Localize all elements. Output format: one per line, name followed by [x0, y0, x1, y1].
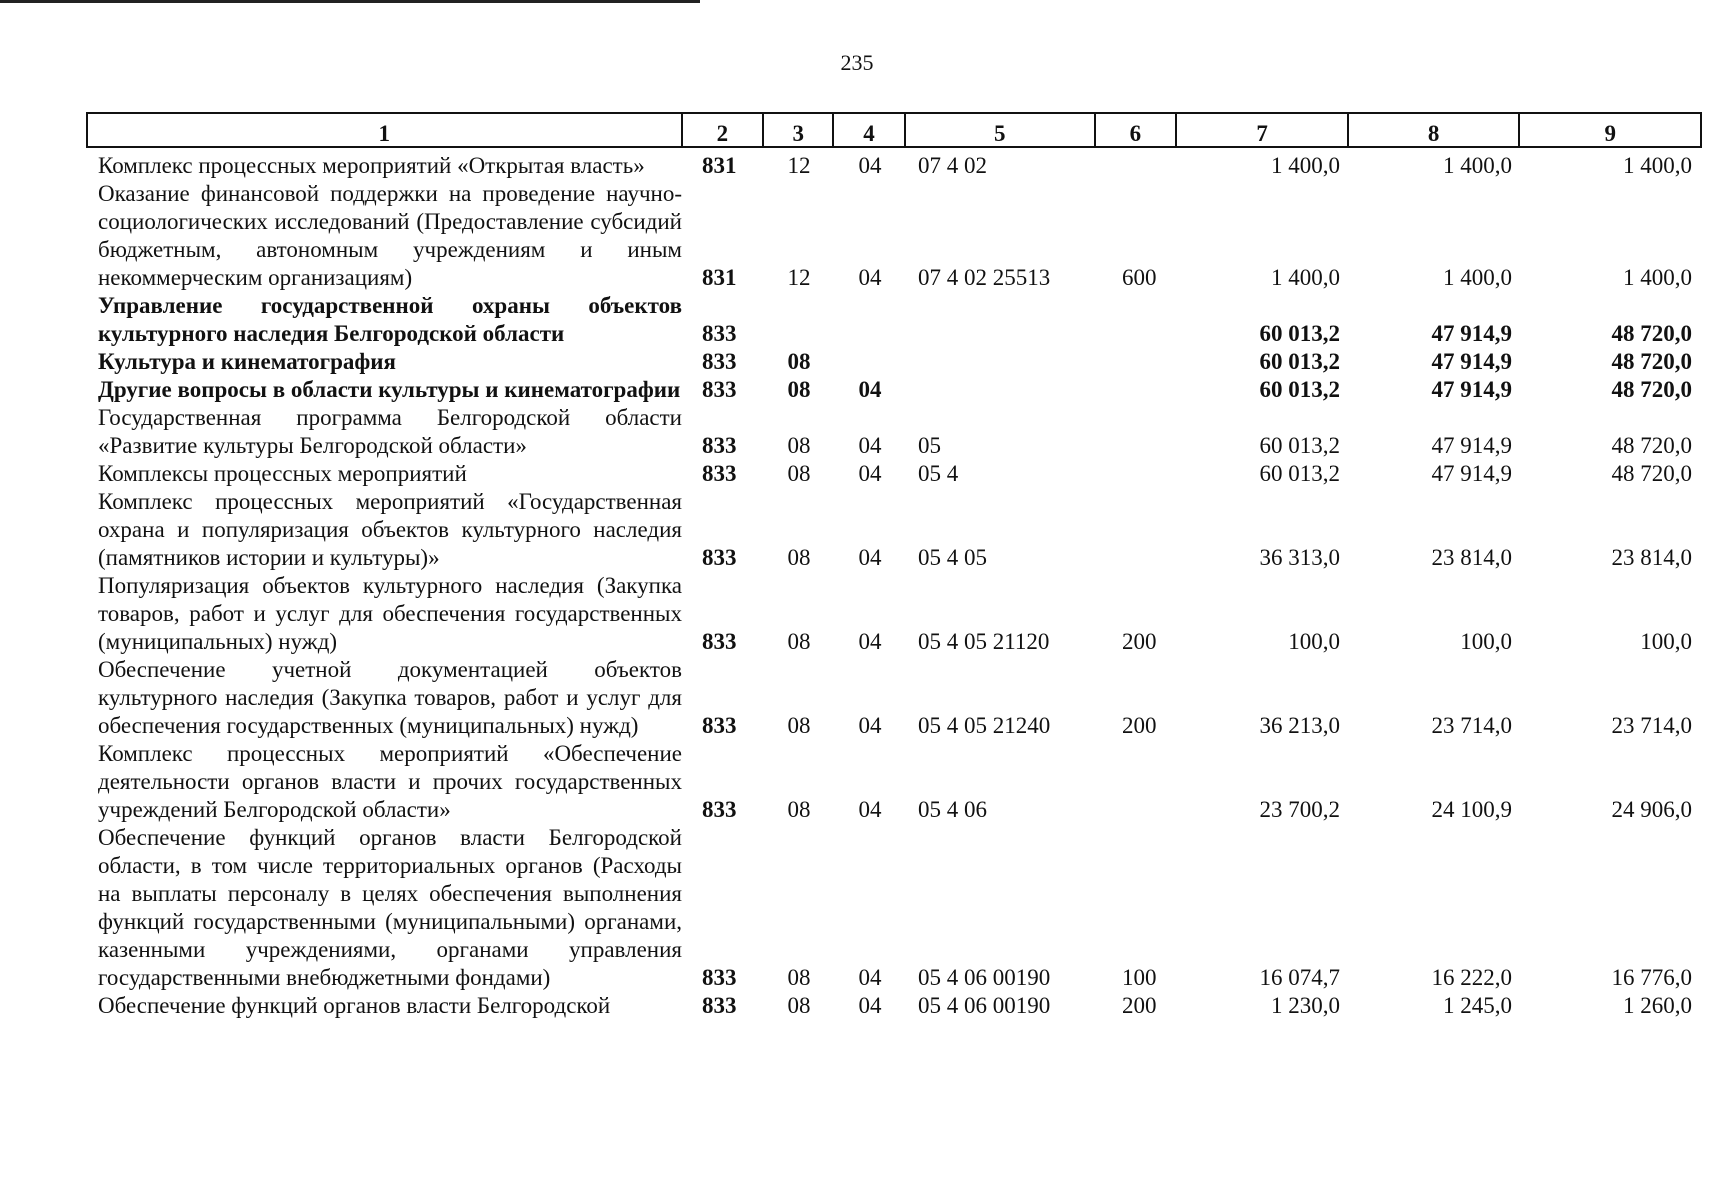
header-col-6: 6 — [1096, 114, 1178, 146]
row-value-7: 16 074,7 — [1259, 965, 1340, 990]
row-name: Обеспечение функций органов власти Белгородской области, в том числе территориальных органов (Расходы на выплаты персоналу в целях обеспечения выполнения функций государственными (муниципальными) органами, казенными учреждениями, органами управления государственными внебюджетными фондами) — [98, 825, 682, 990]
row-code-4 — [834, 348, 906, 376]
row-value-8: 100,0 — [1460, 629, 1512, 654]
row-code-5: 05 4 — [918, 461, 959, 486]
row-name: Оказание финансовой поддержки на проведение научно-социологических исследований (Предоставление субсидий бюджетным, автономным учреждениям и иным некоммерческим организациям) — [98, 181, 682, 290]
row-code-6: 200 — [1122, 713, 1157, 738]
header-col-5: 5 — [906, 114, 1096, 146]
table-row — [86, 992, 1702, 1020]
row-name: Культура и кинематография — [98, 349, 396, 374]
row-name: Обеспечение учетной документацией объектов культурного наследия (Закупка товаров, работ и услуг для обеспечения государственных (муниципальных) нужд) — [98, 657, 682, 738]
row-code-2: 831 — [702, 265, 737, 290]
row-code-6: 200 — [1122, 629, 1157, 654]
row-code-3: 08 — [787, 993, 811, 1018]
row-code-6: 200 — [1122, 993, 1157, 1018]
header-col-3: 3 — [764, 114, 834, 146]
row-value-7: 60 013,2 — [1259, 349, 1340, 374]
row-code-4 — [834, 292, 906, 348]
top-rule — [0, 0, 700, 3]
table-row — [86, 180, 1702, 292]
row-name: Комплекс процессных мероприятий «Открытая власть» — [98, 153, 645, 178]
table-row — [86, 488, 1702, 572]
row-value-9: 48 720,0 — [1611, 349, 1692, 374]
page-number: 235 — [840, 50, 874, 75]
row-value-8: 1 400,0 — [1443, 265, 1512, 290]
row-value-8: 47 914,9 — [1431, 377, 1512, 402]
row-value-8: 16 222,0 — [1431, 965, 1512, 990]
row-value-9: 1 400,0 — [1623, 265, 1692, 290]
row-code-5: 05 4 05 21120 — [918, 629, 1050, 654]
row-code-3: 12 — [787, 153, 811, 178]
row-code-4: 04 — [858, 797, 882, 822]
row-value-8: 23 814,0 — [1431, 545, 1512, 570]
row-value-7: 1 230,0 — [1271, 993, 1340, 1018]
row-code-6: 100 — [1122, 965, 1157, 990]
row-value-9: 48 720,0 — [1611, 433, 1692, 458]
row-code-6 — [1096, 152, 1178, 180]
row-code-6 — [1096, 348, 1178, 376]
row-code-3: 08 — [787, 629, 811, 654]
row-value-8: 1 400,0 — [1443, 153, 1512, 178]
row-value-9: 48 720,0 — [1611, 461, 1692, 486]
row-value-7: 60 013,2 — [1259, 321, 1340, 346]
header-col-4: 4 — [834, 114, 906, 146]
header-col-9: 9 — [1604, 121, 1616, 146]
row-value-7: 1 400,0 — [1271, 153, 1340, 178]
row-code-4: 04 — [858, 993, 882, 1018]
row-name: Обеспечение функций органов власти Белгородской — [98, 993, 611, 1018]
row-code-3: 08 — [787, 433, 811, 458]
row-value-7: 100,0 — [1288, 629, 1340, 654]
row-name: Комплекс процессных мероприятий «Обеспечение деятельности органов власти и прочих государственных учреждений Белгородской области» — [98, 741, 682, 822]
row-code-2: 833 — [702, 349, 737, 374]
row-value-9: 23 714,0 — [1611, 713, 1692, 738]
row-code-6 — [1096, 404, 1178, 460]
table-row — [86, 348, 1702, 376]
row-code-6 — [1096, 376, 1178, 404]
budget-table — [86, 152, 1702, 1020]
header-col-1: 1 — [88, 114, 683, 146]
row-code-6 — [1096, 292, 1178, 348]
row-code-4: 04 — [858, 545, 882, 570]
row-code-3: 08 — [787, 545, 811, 570]
row-name: Комплексы процессных мероприятий — [98, 461, 467, 486]
table-header — [86, 112, 1702, 148]
row-code-4: 04 — [858, 377, 882, 402]
row-code-3: 08 — [787, 461, 811, 486]
row-code-5 — [906, 292, 1096, 348]
row-name: Другие вопросы в области культуры и кинематографии — [98, 377, 681, 402]
row-code-5 — [906, 376, 1096, 404]
row-code-3: 08 — [787, 797, 811, 822]
table-row — [86, 824, 1702, 992]
row-code-5: 05 4 05 21240 — [918, 713, 1051, 738]
row-code-6 — [1096, 460, 1178, 488]
row-value-8: 47 914,9 — [1431, 433, 1512, 458]
row-name: Комплекс процессных мероприятий «Государственная охрана и популяризация объектов культурного наследия (памятников истории и культуры)» — [98, 489, 682, 570]
row-code-2: 833 — [702, 321, 737, 346]
row-code-2: 833 — [702, 433, 737, 458]
row-value-9: 1 400,0 — [1623, 153, 1692, 178]
table-row — [86, 376, 1702, 404]
row-code-2: 833 — [702, 629, 737, 654]
row-value-8: 1 245,0 — [1443, 993, 1512, 1018]
row-code-2: 833 — [702, 993, 737, 1018]
row-code-2: 833 — [702, 461, 737, 486]
row-value-8: 47 914,9 — [1431, 349, 1512, 374]
row-code-4: 04 — [858, 713, 882, 738]
header-col-2: 2 — [683, 114, 765, 146]
row-code-3: 12 — [787, 265, 811, 290]
row-value-9: 23 814,0 — [1611, 545, 1692, 570]
row-code-4: 04 — [858, 433, 882, 458]
row-value-7: 23 700,2 — [1259, 797, 1340, 822]
row-code-4: 04 — [858, 153, 882, 178]
row-code-6 — [1096, 740, 1178, 824]
row-value-7: 60 013,2 — [1259, 433, 1340, 458]
row-code-6: 600 — [1122, 265, 1157, 290]
row-name: Управление государственной охраны объектов культурного наследия Белгородской области — [98, 293, 682, 346]
row-code-3: 08 — [787, 377, 811, 402]
row-name: Государственная программа Белгородской области «Развитие культуры Белгородской области» — [98, 405, 682, 458]
row-code-4: 04 — [858, 629, 882, 654]
row-code-5: 07 4 02 25513 — [918, 265, 1051, 290]
row-code-3 — [764, 292, 834, 348]
row-code-3: 08 — [787, 965, 811, 990]
row-value-7: 36 213,0 — [1259, 713, 1340, 738]
row-code-2: 833 — [702, 377, 737, 402]
row-value-9: 48 720,0 — [1611, 377, 1692, 402]
table-row — [86, 572, 1702, 656]
row-value-8: 47 914,9 — [1431, 461, 1512, 486]
row-code-5: 07 4 02 — [918, 153, 987, 178]
row-value-8: 24 100,9 — [1431, 797, 1512, 822]
row-code-3: 08 — [787, 349, 811, 374]
row-value-8: 47 914,9 — [1431, 321, 1512, 346]
row-value-7: 60 013,2 — [1259, 461, 1340, 486]
row-name: Популяризация объектов культурного наследия (Закупка товаров, работ и услуг для обеспечения государственных (муниципальных) нужд) — [98, 573, 682, 654]
table-row — [86, 460, 1702, 488]
table-row — [86, 404, 1702, 460]
row-value-7: 1 400,0 — [1271, 265, 1340, 290]
row-code-4: 04 — [858, 265, 882, 290]
row-code-4: 04 — [858, 461, 882, 486]
header-col-7: 7 — [1177, 114, 1349, 146]
row-code-3: 08 — [787, 713, 811, 738]
row-code-2: 833 — [702, 965, 737, 990]
row-code-5: 05 4 05 — [918, 545, 987, 570]
row-code-5 — [906, 348, 1096, 376]
row-code-6 — [1096, 488, 1178, 572]
row-value-9: 16 776,0 — [1611, 965, 1692, 990]
row-code-4: 04 — [858, 965, 882, 990]
row-value-9: 100,0 — [1640, 629, 1692, 654]
row-value-7: 60 013,2 — [1259, 377, 1340, 402]
table-row — [86, 292, 1702, 348]
table-row — [86, 740, 1702, 824]
table-body — [86, 152, 1702, 1020]
row-value-9: 48 720,0 — [1611, 321, 1692, 346]
row-code-5: 05 4 06 00190 — [918, 965, 1051, 990]
row-code-5: 05 4 06 00190 — [918, 993, 1051, 1018]
row-code-2: 833 — [702, 545, 737, 570]
row-code-2: 833 — [702, 713, 737, 738]
row-code-2: 833 — [702, 797, 737, 822]
row-code-5: 05 4 06 — [918, 797, 987, 822]
table-row — [86, 656, 1702, 740]
table-row — [86, 152, 1702, 180]
row-value-9: 1 260,0 — [1623, 993, 1692, 1018]
row-value-8: 23 714,0 — [1431, 713, 1512, 738]
row-value-7: 36 313,0 — [1259, 545, 1340, 570]
header-col-8: 8 — [1349, 114, 1521, 146]
row-code-2: 831 — [702, 153, 737, 178]
row-value-9: 24 906,0 — [1611, 797, 1692, 822]
row-code-5: 05 — [918, 433, 941, 458]
